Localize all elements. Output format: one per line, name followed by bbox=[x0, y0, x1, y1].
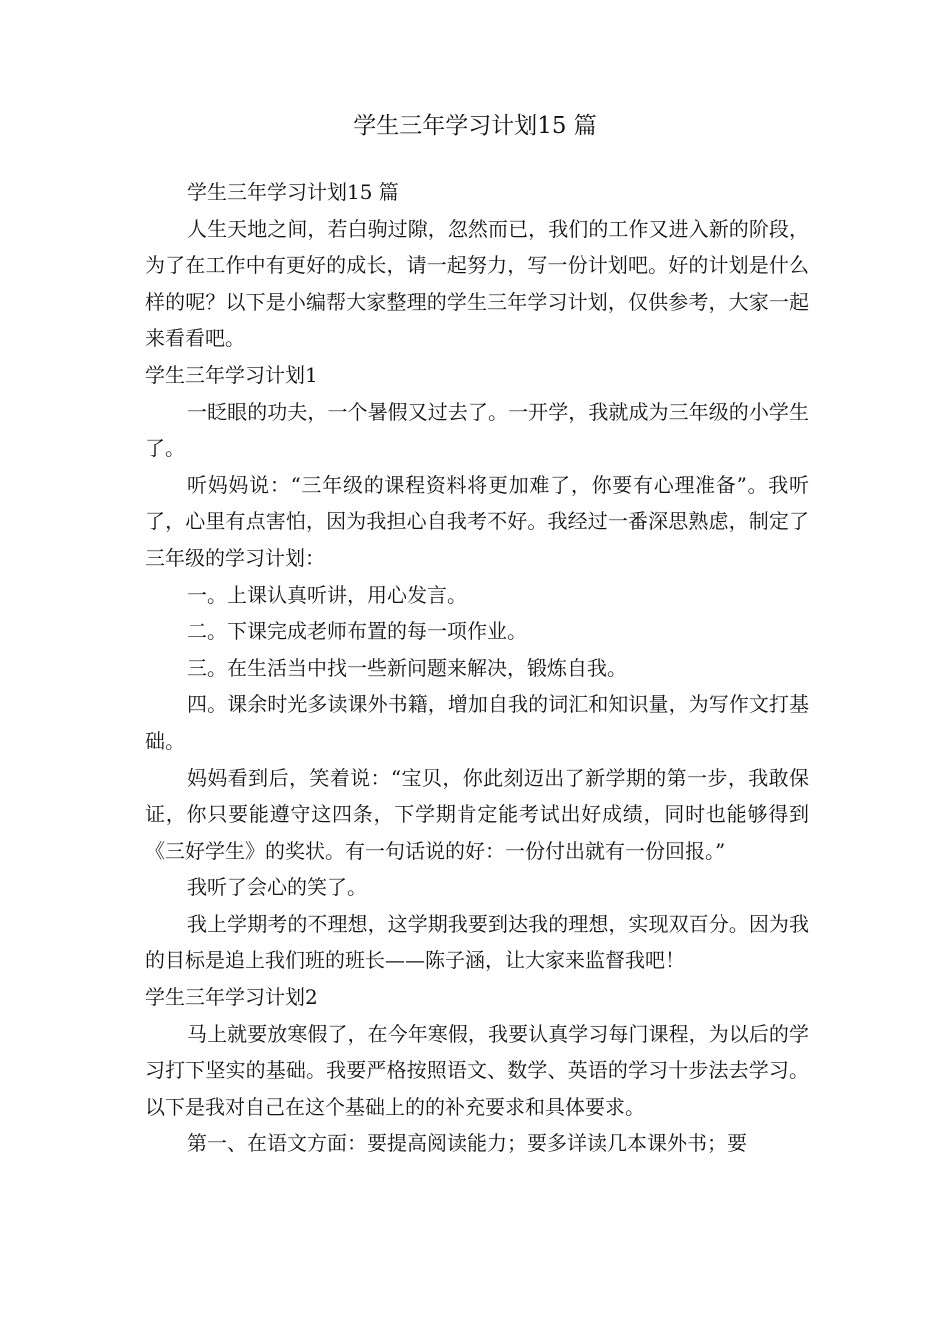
list-item: 二。下课完成老师布置的每一项作业。 bbox=[187, 619, 527, 644]
paragraph: 我上学期考的不理想，这学期我要到达我的理想，实现双百分。因为我的目标是追上我们班的班长——陈子涵，让大家来监督我吧！ bbox=[145, 911, 809, 973]
paragraph: 妈妈看到后，笑着说：“宝贝，你此刻迈出了新学期的第一步，我敢保证，你只要能遵守这四条，下学期肯定能考试出好成绩，同时也能够得到《三好学生》的奖状。有一句话说的好：一份付出就有一份回报。” bbox=[145, 765, 809, 863]
paragraph-intro: 人生天地之间，若白驹过隙，忽然而已，我们的工作又进入新的阶段，为了在工作中有更好的成长，请一起努力，写一份计划吧。好的计划是什么样的呢？以下是小编帮大家整理的学生三年学习计划，仅供参考，大家一起来看看吧。 bbox=[145, 216, 809, 351]
paragraph: 我听了会心的笑了。 bbox=[187, 875, 367, 900]
paragraph-subtitle: 学生三年学习计划15 篇 bbox=[187, 180, 399, 204]
document-body bbox=[145, 174, 809, 1162]
paragraph: 第一、在语文方面：要提高阅读能力；要多详读几本课外书；要 bbox=[187, 1131, 747, 1156]
section-heading-plan-1: 学生三年学习计划1 bbox=[145, 362, 318, 387]
section-heading-plan-2: 学生三年学习计划2 bbox=[145, 985, 318, 1010]
paragraph: 一眨眼的功夫，一个暑假又过去了。一开学，我就成为三年级的小学生了。 bbox=[145, 399, 809, 461]
list-item: 一。上课认真听讲，用心发言。 bbox=[187, 582, 467, 607]
paragraph: 听妈妈说：“三年级的课程资料将更加难了，你要有心理准备”。我听了，心里有点害怕，因为我担心自我考不好。我经过一番深思熟虑，制定了三年级的学习计划： bbox=[145, 472, 809, 570]
document-title: 学生三年学习计划15 篇 bbox=[353, 113, 597, 139]
paragraph: 马上就要放寒假了，在今年寒假，我要认真学习每门课程，为以后的学习打下坚实的基础。我要严格按照语文、数学、英语的学习十步法去学习。以下是我对自己在这个基础上的的补充要求和具体要求。 bbox=[145, 1021, 809, 1119]
list-item: 三。在生活当中找一些新问题来解决，锻炼自我。 bbox=[187, 655, 627, 680]
list-item: 四。课余时光多读课外书籍，增加自我的词汇和知识量，为写作文打基础。 bbox=[145, 692, 809, 753]
